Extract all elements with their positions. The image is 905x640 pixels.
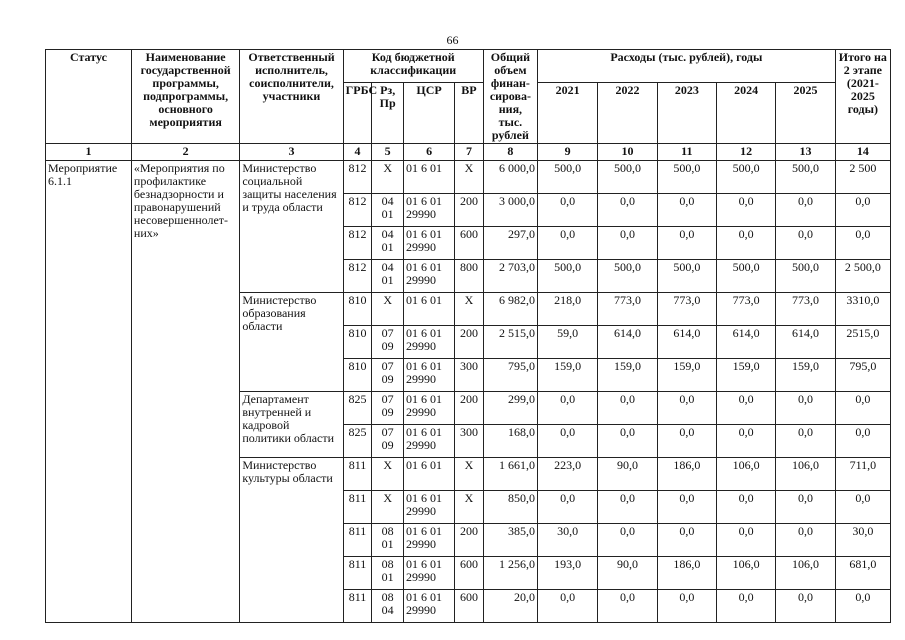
y2025-cell: 773,0 [776, 293, 835, 326]
y2023-cell: 500,0 [657, 161, 716, 194]
column-number-row [46, 144, 891, 161]
column-number: 5 [372, 144, 404, 161]
program-name-cell: «Мероприятия по профилактике безнадзорности и правонарушений несовершеннолет-них» [131, 161, 239, 623]
grbs-cell: 812 [343, 194, 372, 227]
y2021-cell: 0,0 [538, 392, 598, 425]
y2021-cell: 500,0 [538, 260, 598, 293]
y2025-cell: 106,0 [776, 458, 835, 491]
y2023-cell: 159,0 [657, 359, 716, 392]
y2025-cell: 0,0 [776, 392, 835, 425]
y2023-cell: 186,0 [657, 557, 716, 590]
header-year-2021: 2021 [538, 83, 598, 144]
y2025-cell: 0,0 [776, 491, 835, 524]
header-expenses: Расходы (тыс. рублей), годы [538, 50, 836, 83]
vr-cell: 200 [455, 524, 484, 557]
y2025-cell: 0,0 [776, 524, 835, 557]
y2023-cell: 0,0 [657, 524, 716, 557]
y2021-cell: 0,0 [538, 491, 598, 524]
itogo-cell: 3310,0 [835, 293, 890, 326]
column-number: 12 [717, 144, 776, 161]
grbs-cell: 811 [343, 458, 372, 491]
y2022-cell: 500,0 [598, 260, 657, 293]
status-cell: Мероприятие 6.1.1 [46, 161, 132, 623]
total-cell: 2 515,0 [483, 326, 537, 359]
total-cell: 1 256,0 [483, 557, 537, 590]
y2021-cell: 0,0 [538, 227, 598, 260]
grbs-cell: 812 [343, 260, 372, 293]
vr-cell: 300 [455, 359, 484, 392]
header-csr: ЦСР [404, 83, 455, 144]
y2025-cell: 614,0 [776, 326, 835, 359]
rzpr-cell: Х [372, 491, 404, 524]
y2023-cell: 0,0 [657, 590, 716, 623]
y2021-cell: 59,0 [538, 326, 598, 359]
rzpr-cell: 07 09 [372, 425, 404, 458]
y2025-cell: 500,0 [776, 161, 835, 194]
y2023-cell: 500,0 [657, 260, 716, 293]
column-number: 8 [483, 144, 537, 161]
csr-cell: 01 6 01 29990 [404, 260, 455, 293]
grbs-cell: 811 [343, 524, 372, 557]
y2024-cell: 500,0 [717, 161, 776, 194]
csr-cell: 01 6 01 29990 [404, 557, 455, 590]
vr-cell: Х [455, 293, 484, 326]
budget-table [45, 49, 891, 623]
y2025-cell: 159,0 [776, 359, 835, 392]
header-year-2023: 2023 [657, 83, 716, 144]
y2023-cell: 0,0 [657, 392, 716, 425]
column-number: 10 [598, 144, 657, 161]
y2021-cell: 0,0 [538, 194, 598, 227]
header-status: Статус [46, 50, 132, 144]
total-cell: 299,0 [483, 392, 537, 425]
y2022-cell: 0,0 [598, 524, 657, 557]
y2024-cell: 0,0 [717, 392, 776, 425]
header-total: Общий объем финан-сирова-ния, тыс. рублей [483, 50, 537, 144]
itogo-cell: 795,0 [835, 359, 890, 392]
y2023-cell: 0,0 [657, 425, 716, 458]
column-number: 1 [46, 144, 132, 161]
y2024-cell: 159,0 [717, 359, 776, 392]
itogo-cell: 711,0 [835, 458, 890, 491]
grbs-cell: 825 [343, 425, 372, 458]
csr-cell: 01 6 01 [404, 293, 455, 326]
y2024-cell: 0,0 [717, 491, 776, 524]
grbs-cell: 810 [343, 359, 372, 392]
grbs-cell: 810 [343, 326, 372, 359]
rzpr-cell: 07 09 [372, 392, 404, 425]
y2022-cell: 90,0 [598, 458, 657, 491]
total-cell: 795,0 [483, 359, 537, 392]
vr-cell: 300 [455, 425, 484, 458]
rzpr-cell: Х [372, 161, 404, 194]
total-cell: 850,0 [483, 491, 537, 524]
y2021-cell: 193,0 [538, 557, 598, 590]
rzpr-cell: 08 01 [372, 557, 404, 590]
vr-cell: 200 [455, 392, 484, 425]
y2023-cell: 0,0 [657, 227, 716, 260]
rzpr-cell: 04 01 [372, 227, 404, 260]
itogo-cell: 2 500,0 [835, 260, 890, 293]
csr-cell: 01 6 01 29990 [404, 392, 455, 425]
csr-cell: 01 6 01 29990 [404, 491, 455, 524]
y2024-cell: 0,0 [717, 227, 776, 260]
y2022-cell: 0,0 [598, 194, 657, 227]
header-year-2022: 2022 [598, 83, 657, 144]
header-rzpr: Рз, Пр [372, 83, 404, 144]
column-number: 2 [131, 144, 239, 161]
y2021-cell: 500,0 [538, 161, 598, 194]
rzpr-cell: 04 01 [372, 260, 404, 293]
column-number: 3 [240, 144, 343, 161]
csr-cell: 01 6 01 29990 [404, 326, 455, 359]
header-vr: ВР [455, 83, 484, 144]
vr-cell: 200 [455, 326, 484, 359]
responsible-cell: Министерство образования области [240, 293, 343, 392]
grbs-cell: 810 [343, 293, 372, 326]
y2022-cell: 614,0 [598, 326, 657, 359]
y2025-cell: 0,0 [776, 194, 835, 227]
csr-cell: 01 6 01 29990 [404, 359, 455, 392]
y2024-cell: 0,0 [717, 524, 776, 557]
vr-cell: 600 [455, 227, 484, 260]
column-number: 9 [538, 144, 598, 161]
header-year-2025: 2025 [776, 83, 835, 144]
rzpr-cell: 07 09 [372, 326, 404, 359]
total-cell: 385,0 [483, 524, 537, 557]
y2025-cell: 106,0 [776, 557, 835, 590]
vr-cell: 800 [455, 260, 484, 293]
total-cell: 3 000,0 [483, 194, 537, 227]
grbs-cell: 811 [343, 590, 372, 623]
y2021-cell: 159,0 [538, 359, 598, 392]
y2024-cell: 500,0 [717, 260, 776, 293]
total-cell: 20,0 [483, 590, 537, 623]
itogo-cell: 0,0 [835, 425, 890, 458]
rzpr-cell: 08 04 [372, 590, 404, 623]
itogo-cell: 2 500 [835, 161, 890, 194]
table-row [46, 161, 891, 194]
header-responsible: Ответственный исполнитель, соисполнители, участники [240, 50, 343, 144]
y2022-cell: 0,0 [598, 590, 657, 623]
y2024-cell: 106,0 [717, 557, 776, 590]
vr-cell: Х [455, 458, 484, 491]
header-name: Наименование государственной программы, подпрограммы, основного мероприятия [131, 50, 239, 144]
column-number: 6 [404, 144, 455, 161]
y2025-cell: 0,0 [776, 425, 835, 458]
y2024-cell: 106,0 [717, 458, 776, 491]
itogo-cell: 0,0 [835, 227, 890, 260]
rzpr-cell: 08 01 [372, 524, 404, 557]
total-cell: 297,0 [483, 227, 537, 260]
y2021-cell: 0,0 [538, 590, 598, 623]
grbs-cell: 812 [343, 227, 372, 260]
total-cell: 1 661,0 [483, 458, 537, 491]
itogo-cell: 30,0 [835, 524, 890, 557]
rzpr-cell: 07 09 [372, 359, 404, 392]
y2024-cell: 614,0 [717, 326, 776, 359]
y2022-cell: 773,0 [598, 293, 657, 326]
y2025-cell: 0,0 [776, 590, 835, 623]
y2022-cell: 500,0 [598, 161, 657, 194]
y2023-cell: 0,0 [657, 491, 716, 524]
vr-cell: 600 [455, 590, 484, 623]
vr-cell: 600 [455, 557, 484, 590]
column-number: 4 [343, 144, 372, 161]
responsible-cell: Министерство социальной защиты населения и труда области [240, 161, 343, 293]
grbs-cell: 811 [343, 491, 372, 524]
responsible-cell: Министерство культуры области [240, 458, 343, 623]
itogo-cell: 0,0 [835, 491, 890, 524]
itogo-cell: 0,0 [835, 194, 890, 227]
column-number: 14 [835, 144, 890, 161]
page-number: 66 [446, 33, 459, 47]
header-itogo: Итого на 2 этапе (2021-2025 годы) [835, 50, 890, 144]
column-number: 11 [657, 144, 716, 161]
vr-cell: Х [455, 161, 484, 194]
y2021-cell: 30,0 [538, 524, 598, 557]
responsible-cell: Департамент внутренней и кадровой политики области [240, 392, 343, 458]
y2024-cell: 0,0 [717, 590, 776, 623]
csr-cell: 01 6 01 29990 [404, 590, 455, 623]
csr-cell: 01 6 01 29990 [404, 227, 455, 260]
vr-cell: 200 [455, 194, 484, 227]
itogo-cell: 681,0 [835, 557, 890, 590]
csr-cell: 01 6 01 [404, 458, 455, 491]
csr-cell: 01 6 01 29990 [404, 524, 455, 557]
y2024-cell: 773,0 [717, 293, 776, 326]
header-year-2024: 2024 [717, 83, 776, 144]
csr-cell: 01 6 01 [404, 161, 455, 194]
itogo-cell: 0,0 [835, 590, 890, 623]
total-cell: 168,0 [483, 425, 537, 458]
itogo-cell: 0,0 [835, 392, 890, 425]
total-cell: 6 000,0 [483, 161, 537, 194]
csr-cell: 01 6 01 29990 [404, 194, 455, 227]
y2022-cell: 0,0 [598, 392, 657, 425]
rzpr-cell: 04 01 [372, 194, 404, 227]
y2023-cell: 773,0 [657, 293, 716, 326]
total-cell: 2 703,0 [483, 260, 537, 293]
total-cell: 6 982,0 [483, 293, 537, 326]
grbs-cell: 825 [343, 392, 372, 425]
y2023-cell: 614,0 [657, 326, 716, 359]
rzpr-cell: Х [372, 293, 404, 326]
header-grbs: ГРБС [343, 83, 372, 144]
y2021-cell: 218,0 [538, 293, 598, 326]
y2022-cell: 0,0 [598, 425, 657, 458]
itogo-cell: 2515,0 [835, 326, 890, 359]
grbs-cell: 812 [343, 161, 372, 194]
y2022-cell: 0,0 [598, 227, 657, 260]
y2022-cell: 159,0 [598, 359, 657, 392]
grbs-cell: 811 [343, 557, 372, 590]
y2022-cell: 90,0 [598, 557, 657, 590]
y2023-cell: 0,0 [657, 194, 716, 227]
y2021-cell: 223,0 [538, 458, 598, 491]
y2021-cell: 0,0 [538, 425, 598, 458]
column-number: 7 [455, 144, 484, 161]
y2022-cell: 0,0 [598, 491, 657, 524]
y2023-cell: 186,0 [657, 458, 716, 491]
vr-cell: Х [455, 491, 484, 524]
y2025-cell: 500,0 [776, 260, 835, 293]
csr-cell: 01 6 01 29990 [404, 425, 455, 458]
column-number: 13 [776, 144, 835, 161]
header-budget-code: Код бюджетной классификации [343, 50, 483, 83]
y2024-cell: 0,0 [717, 425, 776, 458]
y2024-cell: 0,0 [717, 194, 776, 227]
y2025-cell: 0,0 [776, 227, 835, 260]
rzpr-cell: Х [372, 458, 404, 491]
